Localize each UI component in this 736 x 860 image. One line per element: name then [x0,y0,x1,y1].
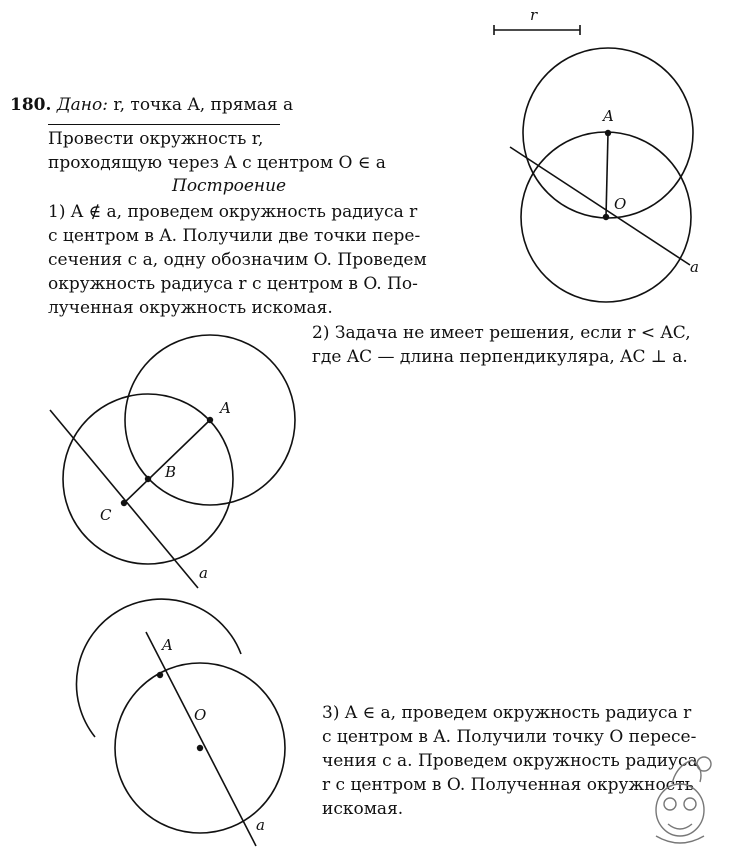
figure-3 [76,599,285,846]
label-o: O [614,195,627,213]
point-o [197,745,203,751]
perpendicular-ac [124,420,210,503]
construction-title: Построение [172,176,287,196]
given-text: r, точка A, прямая a [113,95,294,115]
case1-line-2: с центром в A. Получили две точки пере- [48,226,421,246]
label-line-a: a [256,816,265,834]
point-a [605,130,611,136]
task-line-2: проходящую через A с центром O ∈ a [48,153,386,173]
figure-1 [494,6,699,302]
point-a [207,417,213,423]
case3-line-5: искомая. [322,799,404,819]
case3-line-4: r с центром в O. Полученная окружность [322,775,694,795]
point-b [145,476,151,482]
problem-number: 180. [10,95,52,115]
label-line-a: a [199,564,208,582]
segment-ao [606,133,608,217]
figure-2 [50,335,295,588]
label-a: A [220,399,231,417]
case2-line-1: 2) Задача не имеет решения, если r < AC, [312,323,691,343]
label-b: B [165,463,177,481]
case3-line-3: чения с a. Проведем окружность радиуса [322,751,698,771]
point-a [157,672,163,678]
case1-line-5: лученная окружность искомая. [48,298,333,318]
case1-line-3: сечения с a, одну обозначим O. Проведем [48,250,427,270]
label-a: A [162,636,173,654]
radius-label: r [530,6,538,24]
given-label: Дано: [56,95,108,115]
arc-center-a [76,599,241,737]
line-a [146,632,256,846]
mascot-watermark-icon [642,748,722,852]
case1-line-4: окружность радиуса r с центром в O. По- [48,274,418,294]
label-a: A [603,107,614,125]
task-line-1: Провести окружность r, [48,129,264,149]
case2-line-2: где AC — длина перпендикуляра, AC ⊥ a. [312,347,688,367]
case3-line-1: 3) A ∈ a, проведем окружность радиуса r [322,703,692,723]
label-o: O [194,706,207,724]
point-o [603,214,609,220]
case1-line-1: 1) A ∉ a, проведем окружность радиуса r [48,202,418,222]
case3-line-2: с центром в A. Получили точку O пересе- [322,727,697,747]
label-c: C [100,506,112,524]
line-a [510,147,690,265]
point-c [121,500,127,506]
label-line-a: a [690,258,699,276]
